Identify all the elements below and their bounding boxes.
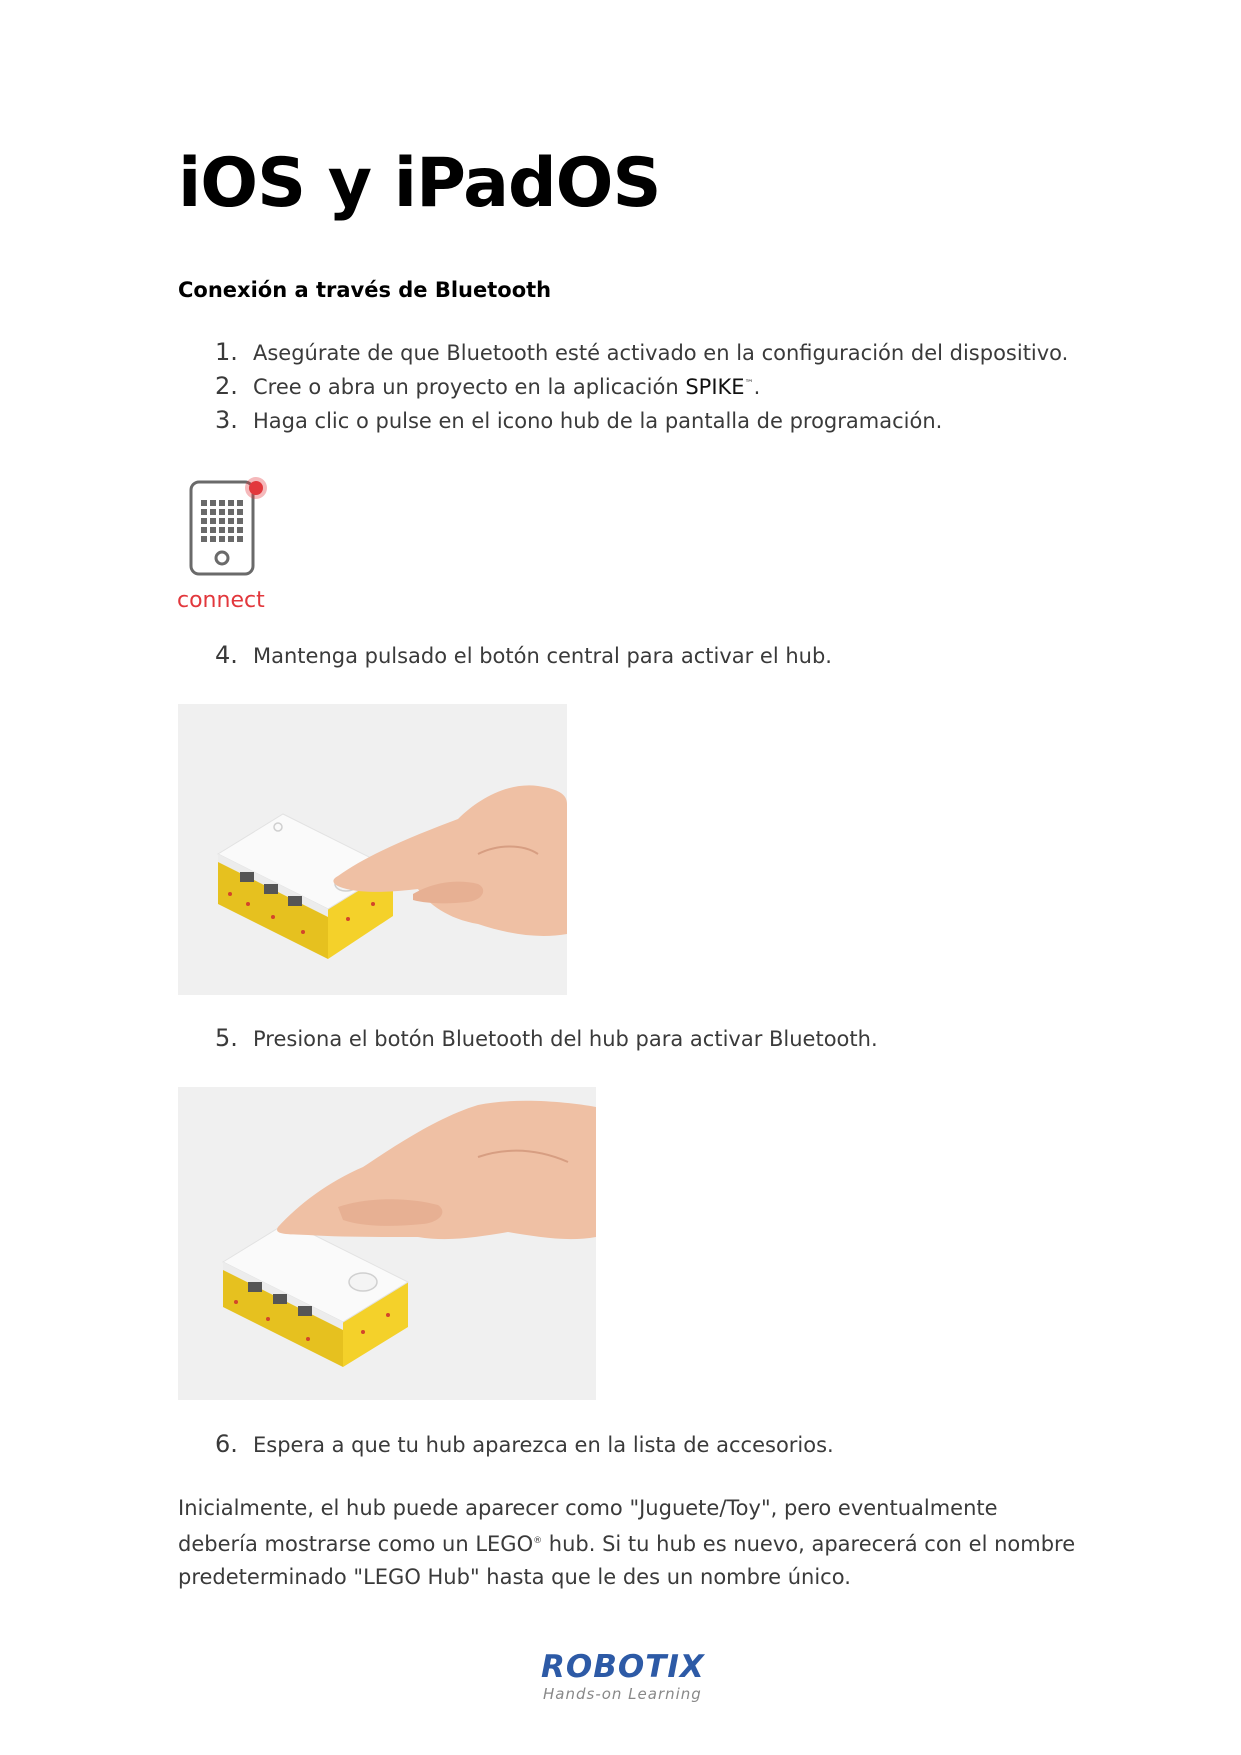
step-5 [215, 1024, 878, 1053]
step-2 [215, 372, 760, 401]
logo-tagline: Hands-on Learning [543, 1685, 702, 1703]
hub-center-button-photo [178, 704, 567, 995]
step-number: 4. [215, 641, 238, 669]
step-text-end: . [753, 375, 761, 399]
paragraph-text-1: Inicialmente, el hub puede aparecer como "Juguete/Toy", pero eventualmente debería mostrarse como un LEGO [178, 1496, 998, 1556]
step-text: Espera a que tu hub aparezca en la lista de accesorios. [253, 1433, 834, 1457]
section-subtitle: Conexión a través de Bluetooth [178, 278, 552, 302]
step-text: Asegúrate de que Bluetooth esté activado en la configuración del dispositivo. [253, 341, 1069, 365]
step-1 [215, 338, 1068, 367]
step-number: 6. [215, 1430, 238, 1458]
step-text: Mantenga pulsado el botón central para activar el hub. [253, 644, 832, 668]
step-4 [215, 641, 832, 670]
robotix-logo [541, 1649, 721, 1712]
step-number: 5. [215, 1024, 238, 1052]
trademark-mark: ™ [744, 379, 754, 389]
spike-brand: SPIKE [685, 375, 745, 399]
step-number: 2. [215, 372, 238, 400]
step-number: 3. [215, 406, 238, 434]
step-3 [215, 406, 942, 435]
registered-mark: ® [533, 1536, 543, 1546]
closing-paragraph [178, 1492, 1078, 1594]
page-title: iOS y iPadOS [178, 144, 661, 223]
hub-bluetooth-button-photo [178, 1087, 596, 1400]
step-number: 1. [215, 338, 238, 366]
paragraph-text-2: hub. Si tu hub es nuevo, aparecerá con el nombre predeterminado "LEGO Hub" hasta que le des un nombre único. [178, 1532, 1076, 1589]
step-text: Presiona el botón Bluetooth del hub para activar Bluetooth. [253, 1027, 878, 1051]
logo-name: ROBOTIX [541, 1649, 705, 1685]
step-6 [215, 1430, 834, 1459]
connect-label: connect [177, 588, 265, 613]
step-text: Cree o abra un proyecto en la aplicación [253, 375, 686, 399]
step-text: Haga clic o pulse en el icono hub de la pantalla de programación. [253, 409, 943, 433]
